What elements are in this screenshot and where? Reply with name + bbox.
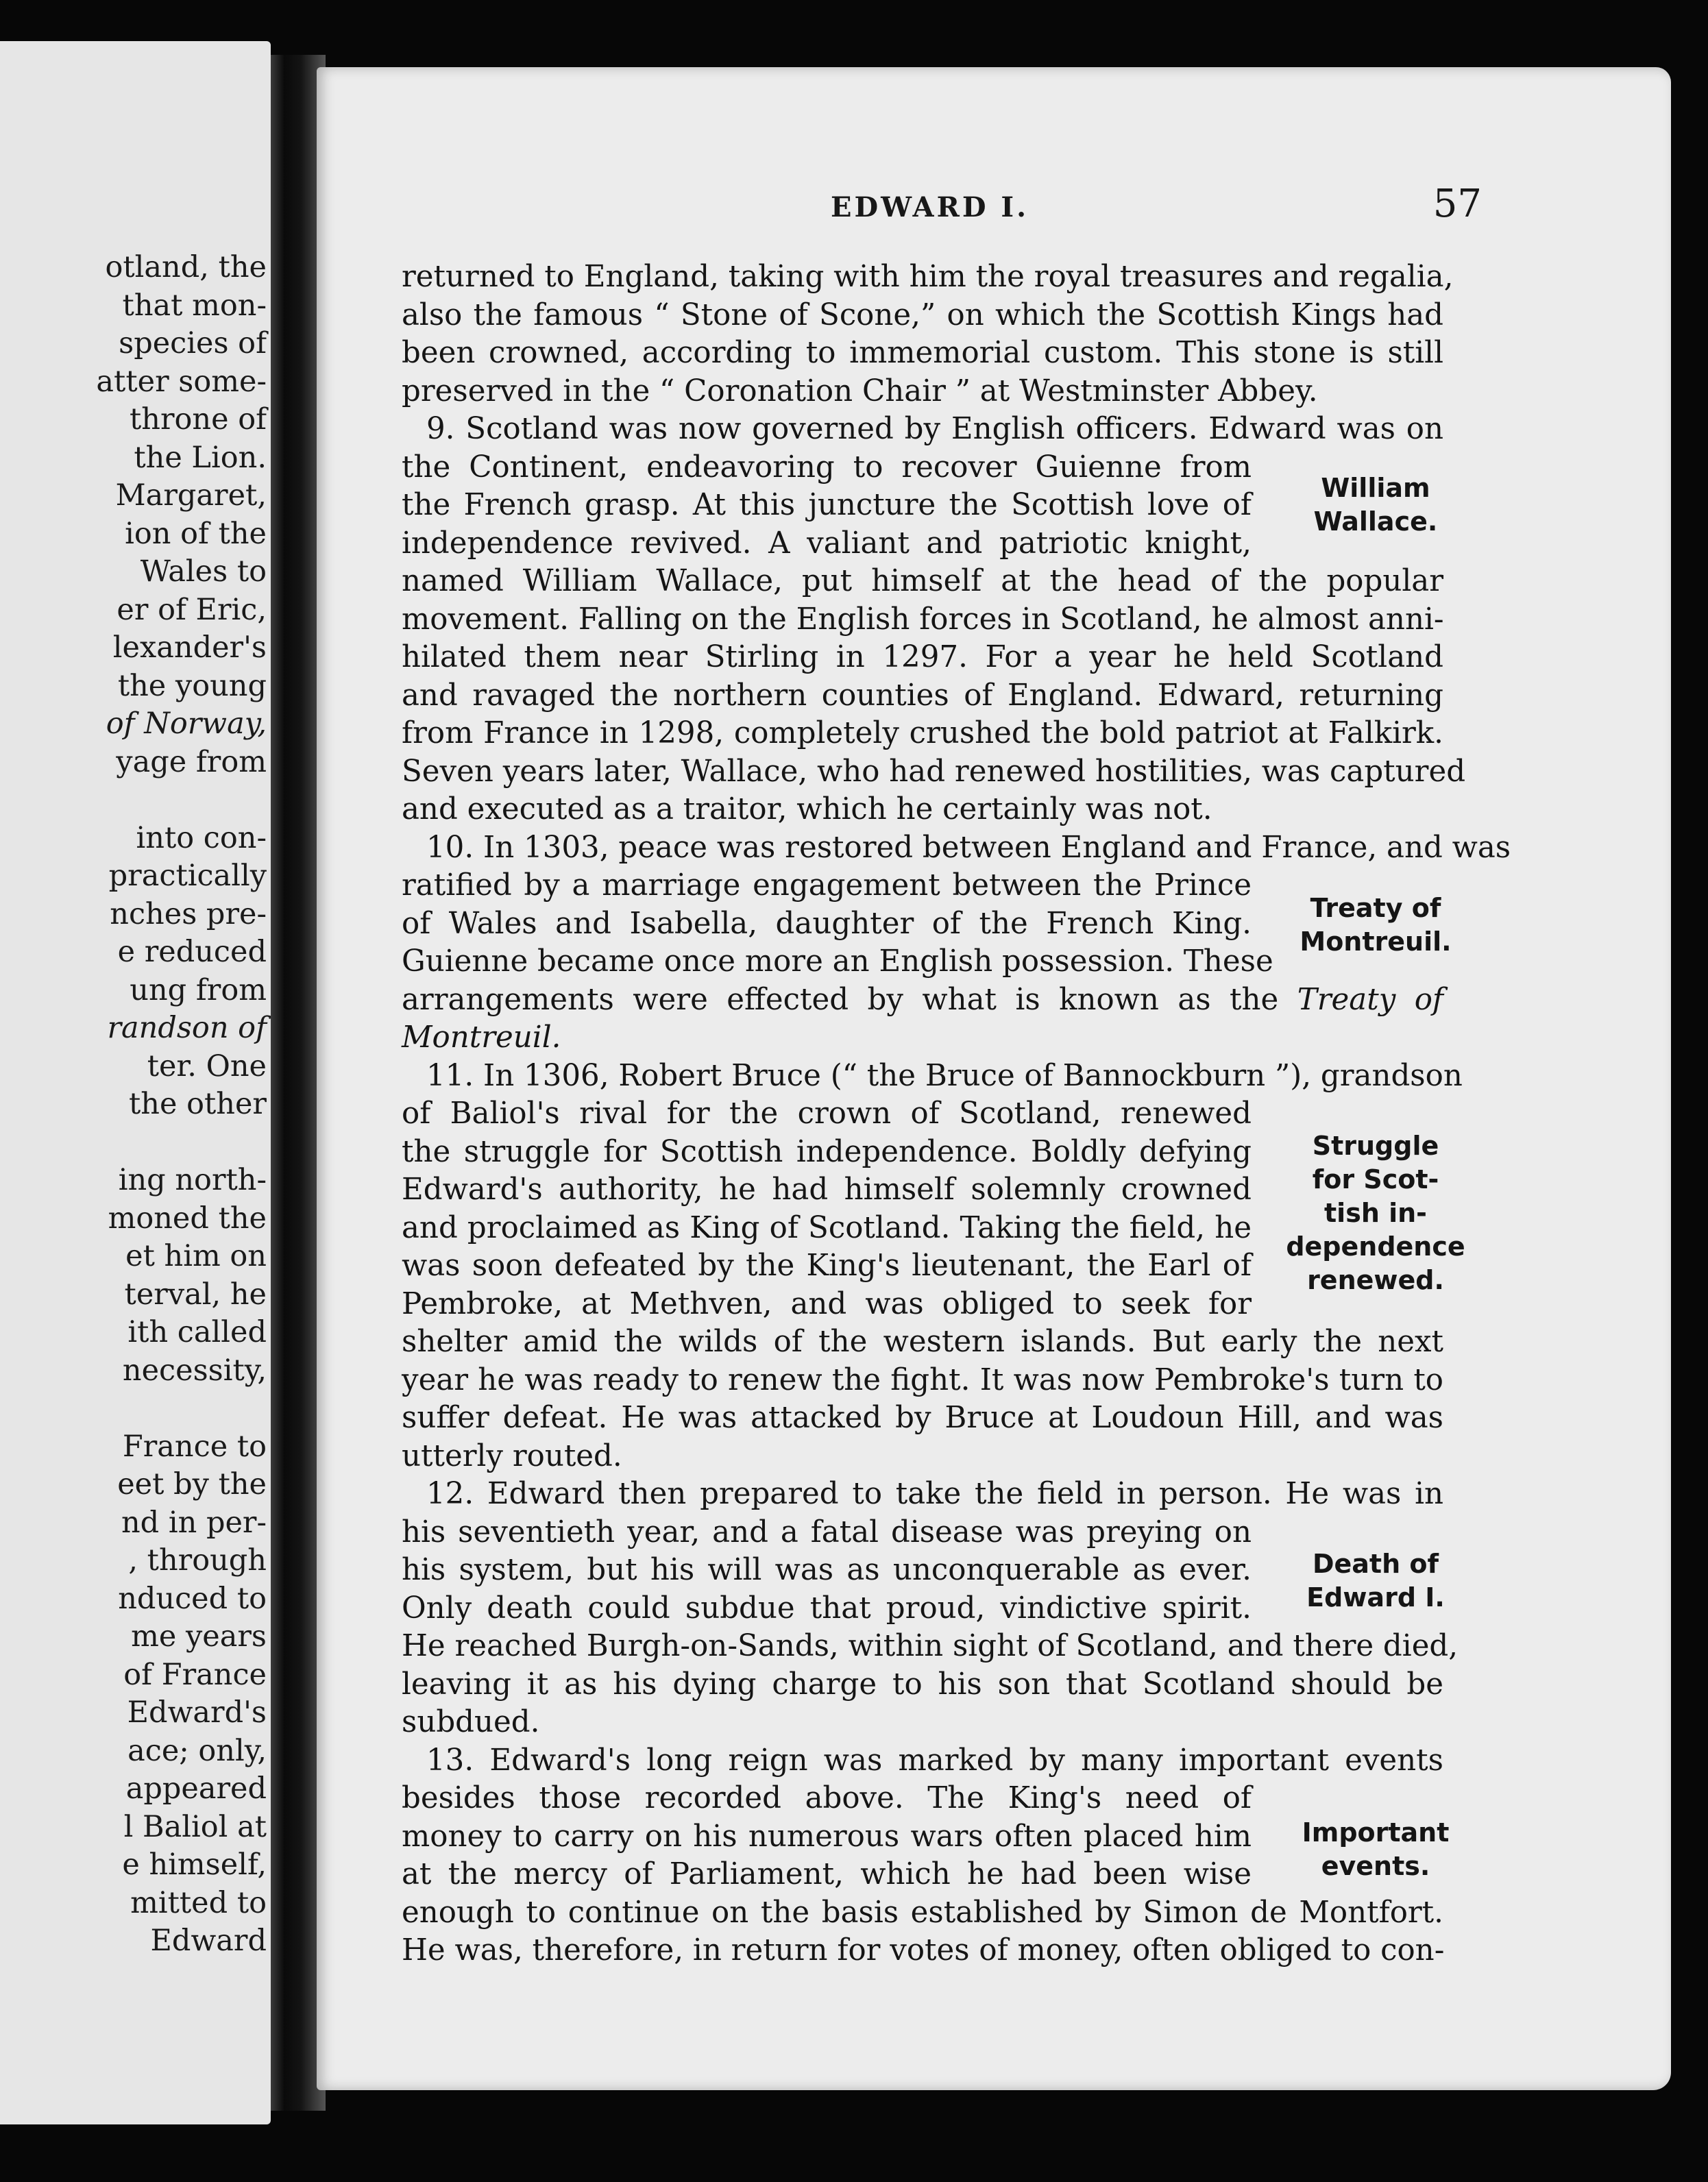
body-text-line bbox=[402, 1703, 1443, 1741]
line-text: ratified by a marriage engagement between the Prince bbox=[402, 868, 1252, 903]
left-page-line: species of bbox=[119, 326, 267, 360]
line-text: returned to England, taking with him the royal treasures and regalia, bbox=[402, 260, 1454, 294]
body-text-line bbox=[402, 752, 1466, 791]
side-note-line: William bbox=[1321, 473, 1430, 503]
body-text-line bbox=[402, 1627, 1459, 1665]
side-note-line: Treaty of bbox=[1310, 893, 1441, 923]
line-text: 12. Edward then prepared to take the field in person. He was in bbox=[426, 1477, 1443, 1511]
line-text: Seven years later, Wallace, who had renewed hostilities, was captured bbox=[402, 754, 1466, 789]
left-page-line: ter. One bbox=[147, 1049, 267, 1083]
italic-text: randson of bbox=[107, 1011, 267, 1045]
left-page-line bbox=[0, 704, 267, 743]
left-page-line: throne of bbox=[129, 402, 267, 437]
body-text-line bbox=[402, 905, 1252, 943]
side-note-line: Important bbox=[1302, 1817, 1450, 1848]
line-text: the French grasp. At this juncture the Scottish love of bbox=[402, 488, 1252, 522]
left-page-line: e reduced bbox=[117, 935, 267, 969]
left-page-line: , through bbox=[128, 1543, 267, 1578]
italic-text: Montreuil. bbox=[402, 1020, 561, 1055]
line-text: hilated them near Stirling in 1297. For a year he held Scotland bbox=[402, 640, 1443, 674]
right-page bbox=[317, 67, 1671, 2090]
body-text-line bbox=[402, 334, 1443, 372]
italic-text: of Norway, bbox=[106, 707, 267, 741]
left-page-line: France to bbox=[122, 1429, 267, 1464]
side-note bbox=[1269, 1547, 1482, 1615]
line-text: year he was ready to renew the fight. It was now Pembroke's turn to bbox=[402, 1362, 1443, 1397]
left-page-line: that mon- bbox=[122, 288, 267, 323]
body-text-line bbox=[402, 1513, 1252, 1552]
left-page-line bbox=[0, 1009, 267, 1047]
left-page-line: Edward's bbox=[127, 1695, 267, 1730]
body-text-line bbox=[402, 1817, 1252, 1856]
line-text: 10. In 1303, peace was restored between England and France, and was bbox=[426, 830, 1511, 865]
page-number: 57 bbox=[1432, 182, 1482, 226]
line-text: shelter amid the wilds of the western islands. But early the next bbox=[402, 1325, 1443, 1359]
body-text-line bbox=[402, 372, 1443, 410]
line-text: arrangements were effected by what is known as the bbox=[402, 982, 1279, 1017]
line-text: enough to continue on the basis established by Simon de Montfort. bbox=[402, 1895, 1443, 1930]
line-text: named William Wallace, put himself at the head of the popular bbox=[402, 564, 1443, 598]
left-page-line: Margaret, bbox=[115, 478, 267, 513]
body-text-line bbox=[402, 790, 1443, 829]
left-page-line: the young bbox=[117, 668, 267, 703]
side-note-line: Edward I. bbox=[1306, 1582, 1445, 1613]
italic-text: Treaty of bbox=[1297, 982, 1443, 1017]
body-text-line bbox=[402, 486, 1252, 524]
body-text-line bbox=[402, 448, 1252, 487]
line-text: the struggle for Scottish independence. Boldly defying bbox=[402, 1134, 1252, 1169]
body-text-line bbox=[402, 981, 1443, 1019]
body-text-line bbox=[402, 942, 1273, 981]
body-text-line bbox=[402, 1589, 1252, 1628]
body-text-line bbox=[402, 1931, 1443, 1970]
left-page-line: e himself, bbox=[122, 1848, 267, 1882]
line-text: Pembroke, at Methven, and was obliged to seek for bbox=[402, 1286, 1252, 1321]
body-text-line bbox=[402, 1779, 1252, 1817]
left-page-line: lexander's bbox=[112, 630, 267, 665]
left-page-line: ing north- bbox=[118, 1163, 267, 1197]
line-text: was soon defeated by the King's lieutenant, the Earl of bbox=[402, 1249, 1252, 1283]
body-text-line bbox=[402, 1893, 1443, 1932]
line-text: Only death could subdue that proud, vindictive spirit. bbox=[402, 1591, 1252, 1626]
body-text-line bbox=[402, 1247, 1252, 1285]
body-text-line bbox=[402, 676, 1443, 715]
side-note-line: for Scot- bbox=[1312, 1164, 1439, 1194]
left-page-line: into con- bbox=[136, 820, 267, 855]
left-page-line: the other bbox=[129, 1087, 267, 1121]
side-note-line: events. bbox=[1321, 1851, 1430, 1881]
side-note-line: Wallace. bbox=[1313, 506, 1438, 537]
body-text-line bbox=[402, 1285, 1252, 1323]
body-text-line bbox=[402, 1094, 1252, 1133]
left-page-line: eet by the bbox=[117, 1467, 267, 1501]
line-text: his seventieth year, and a fatal disease was preying on bbox=[402, 1515, 1252, 1549]
side-note bbox=[1269, 892, 1482, 959]
line-text: also the famous “ Stone of Scone,” on which the Scottish Kings had bbox=[402, 297, 1443, 332]
line-text: He reached Burgh-on-Sands, within sight of Scotland, and there died, bbox=[402, 1629, 1459, 1663]
body-text-line bbox=[402, 1133, 1252, 1171]
body-text-line bbox=[402, 296, 1443, 334]
left-page-line: otland, the bbox=[105, 250, 267, 284]
line-text: movement. Falling on the English forces in Scotland, he almost anni- bbox=[402, 602, 1444, 637]
left-page-line: moned the bbox=[108, 1201, 267, 1236]
line-text: 13. Edward's long reign was marked by many important events bbox=[426, 1743, 1443, 1778]
line-text: preserved in the “ Coronation Chair ” at Westminster Abbey. bbox=[402, 373, 1318, 408]
line-text: of Wales and Isabella, daughter of the French King. bbox=[402, 906, 1252, 941]
left-page-line: yage from bbox=[116, 744, 267, 779]
line-text: of Baliol's rival for the crown of Scotland, renewed bbox=[402, 1096, 1252, 1131]
line-text: He was, therefore, in return for votes of money, often obliged to con- bbox=[402, 1933, 1445, 1968]
side-note bbox=[1269, 1816, 1482, 1883]
left-page-fragment bbox=[0, 41, 271, 2124]
side-note-line: dependence bbox=[1286, 1231, 1465, 1262]
body-text-line bbox=[402, 638, 1443, 676]
body-text-line bbox=[402, 258, 1454, 296]
left-page-line: ith called bbox=[127, 1315, 267, 1349]
left-page-line: necessity, bbox=[122, 1353, 267, 1388]
left-page-line: nches pre- bbox=[110, 896, 267, 931]
side-note-line: renewed. bbox=[1307, 1265, 1444, 1295]
left-page-line: of France bbox=[123, 1657, 267, 1692]
left-page-line: mitted to bbox=[130, 1885, 267, 1920]
line-text: and proclaimed as King of Scotland. Taking the field, he bbox=[402, 1210, 1252, 1245]
line-text: 9. Scotland was now governed by English officers. Edward was on bbox=[426, 412, 1443, 446]
body-text-line bbox=[402, 1437, 1443, 1475]
line-text: been crowned, according to immemorial custom. This stone is still bbox=[402, 336, 1443, 370]
body-text-line bbox=[402, 1057, 1463, 1095]
left-page-line: ung from bbox=[130, 972, 267, 1007]
left-page-line: nduced to bbox=[118, 1581, 267, 1616]
side-note-line: Death of bbox=[1312, 1549, 1439, 1579]
body-text-line bbox=[402, 714, 1443, 752]
line-text: the Continent, endeavoring to recover Guienne from bbox=[402, 450, 1252, 485]
side-note-line: tish in- bbox=[1324, 1198, 1427, 1228]
line-text: 11. In 1306, Robert Bruce (“ the Bruce of Bannockburn ”), grandson bbox=[426, 1058, 1463, 1093]
left-page-line: the Lion. bbox=[134, 440, 267, 475]
line-text: independence revived. A valiant and patriotic knight, bbox=[402, 526, 1252, 561]
line-text: money to carry on his numerous wars often placed him bbox=[402, 1819, 1252, 1854]
line-text: utterly routed. bbox=[402, 1438, 622, 1473]
side-note-line: Struggle bbox=[1312, 1131, 1439, 1161]
body-text-line bbox=[402, 410, 1443, 448]
line-text: at the mercy of Parliament, which he had been wise bbox=[402, 1857, 1252, 1891]
line-text: subdued. bbox=[402, 1705, 540, 1739]
left-page-line: l Baliol at bbox=[123, 1809, 267, 1844]
body-text-line bbox=[402, 1361, 1443, 1399]
line-text: Guienne became once more an English possession. These bbox=[402, 944, 1273, 979]
left-page-line: ace; only, bbox=[127, 1733, 267, 1768]
left-page-line: Edward bbox=[150, 1924, 267, 1958]
body-text-line bbox=[402, 1209, 1252, 1247]
body-text-line bbox=[402, 1741, 1443, 1780]
body-text-line bbox=[402, 562, 1443, 600]
body-text-line bbox=[402, 600, 1443, 639]
line-text: leaving it as his dying charge to his son that Scotland should be bbox=[402, 1667, 1443, 1702]
body-text-line bbox=[402, 1170, 1252, 1209]
line-text: Edward's authority, he had himself solemnly crowned bbox=[402, 1173, 1252, 1207]
left-page-line: er of Eric, bbox=[117, 592, 267, 627]
left-page-line: terval, he bbox=[124, 1277, 267, 1312]
side-note bbox=[1269, 471, 1482, 539]
body-text-line bbox=[402, 1855, 1252, 1893]
line-text: and ravaged the northern counties of England. Edward, returning bbox=[402, 678, 1443, 713]
line-text: from France in 1298, completely crushed the bold patriot at Falkirk. bbox=[402, 716, 1443, 750]
body-text-line bbox=[402, 1018, 1443, 1057]
side-note bbox=[1269, 1129, 1482, 1297]
left-page-line: et him on bbox=[125, 1239, 267, 1273]
line-text: suffer defeat. He was attacked by Bruce at Loudoun Hill, and was bbox=[402, 1401, 1443, 1435]
left-page-line: atter some- bbox=[96, 364, 267, 399]
running-head: EDWARD I. bbox=[831, 191, 1029, 223]
line-text: and executed as a traitor, which he certainly was not. bbox=[402, 792, 1212, 826]
line-text: besides those recorded above. The King's need of bbox=[402, 1781, 1252, 1815]
body-text-line bbox=[402, 1399, 1443, 1437]
left-page-line: nd in per- bbox=[121, 1505, 267, 1540]
body-text-line bbox=[402, 866, 1252, 905]
left-page-line: me years bbox=[131, 1619, 267, 1654]
left-page-line: Wales to bbox=[140, 554, 267, 589]
body-text-line bbox=[402, 1475, 1443, 1513]
left-page-line: practically bbox=[108, 859, 267, 893]
body-text-line bbox=[402, 1665, 1443, 1704]
body-text-line bbox=[402, 1551, 1252, 1589]
left-page-line: ion of the bbox=[125, 516, 267, 551]
left-page-line: appeared bbox=[125, 1772, 267, 1806]
body-text-line bbox=[402, 524, 1252, 563]
body-text-line bbox=[402, 829, 1511, 867]
line-text: his system, but his will was as unconquerable as ever. bbox=[402, 1553, 1252, 1587]
body-text-line bbox=[402, 1323, 1443, 1361]
side-note-line: Montreuil. bbox=[1300, 927, 1452, 957]
